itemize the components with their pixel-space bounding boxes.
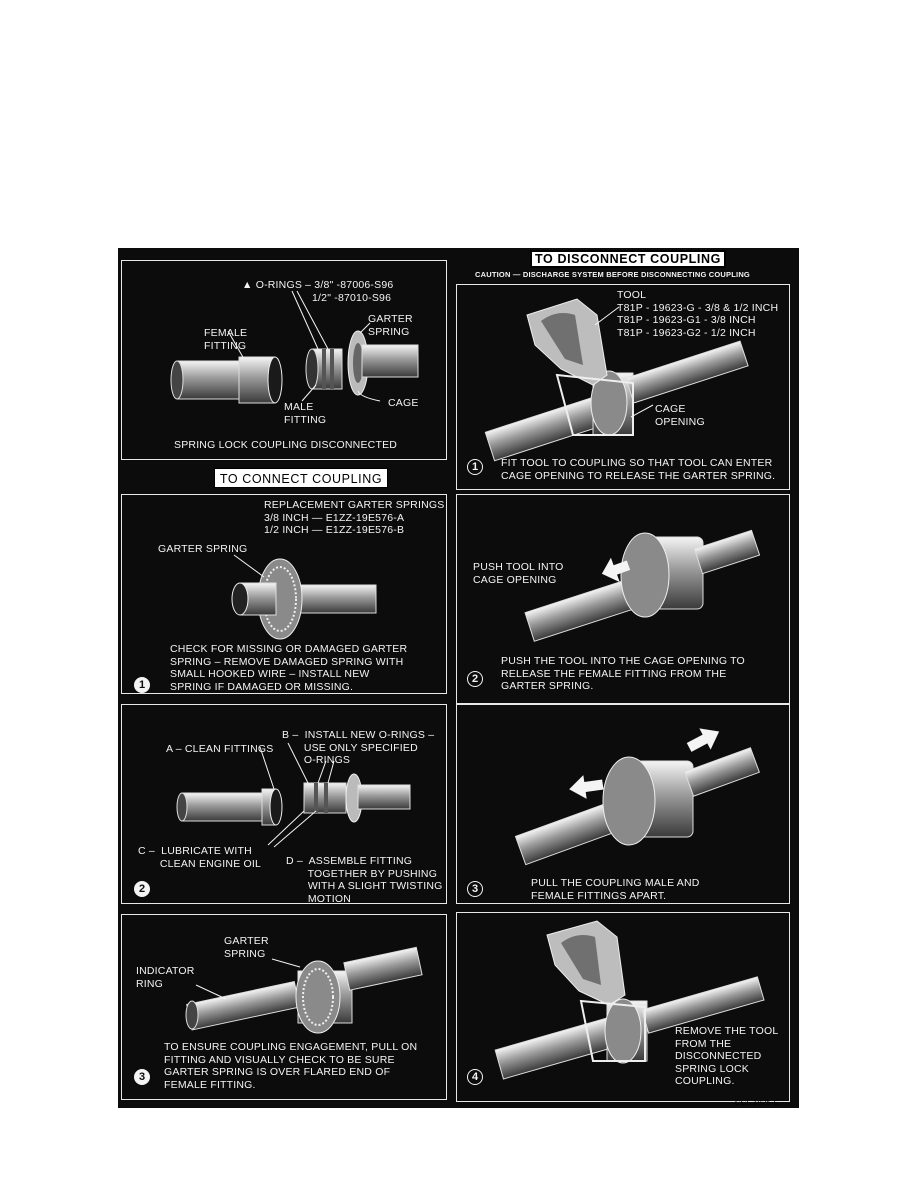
replacement-garter-springs-label: REPLACEMENT GARTER SPRINGS 3/8 INCH — E1ZZ-19E576-A 1/2 INCH — E1ZZ-19E576-B (264, 499, 445, 536)
step-number-badge: 3 (467, 881, 483, 897)
step-number-badge: 4 (467, 1069, 483, 1085)
panel-disconnect-step-4 (456, 912, 790, 1102)
disconnect-step-3-caption: PULL THE COUPLING MALE AND FEMALE FITTINGS APART. (531, 877, 700, 902)
pull-apart-illustration (457, 705, 790, 904)
panel-disconnect-step-3 (456, 704, 790, 904)
install-o-rings-label: B – INSTALL NEW O-RINGS – USE ONLY SPECIFIED O-RINGS (282, 729, 435, 766)
panel-connect-step-2 (121, 704, 447, 904)
step-number-badge: 2 (467, 671, 483, 687)
connect-step-3-caption: TO ENSURE COUPLING ENGAGEMENT, PULL ON FITTING AND VISUALLY CHECK TO BE SURE GARTER SPRING IS OVER FLARED END OF FEMALE FITTING. (164, 1041, 418, 1091)
cage-label: CAGE (388, 397, 419, 409)
garter-spring-label: GARTER SPRING (224, 935, 269, 960)
clean-fittings-label: A – CLEAN FITTINGS (166, 743, 274, 755)
step-number-badge: 1 (134, 677, 150, 693)
female-fitting-label: FEMALE FITTING (204, 327, 248, 352)
step-number-badge: 2 (134, 881, 150, 897)
disconnect-coupling-heading: TO DISCONNECT COUPLING (530, 250, 726, 268)
panel-connect-step-3 (121, 914, 447, 1100)
push-tool-label: PUSH TOOL INTO CAGE OPENING (473, 561, 564, 586)
assemble-fitting-label: D – ASSEMBLE FITTING TOGETHER BY PUSHING WITH A SLIGHT TWISTING MOTION (286, 855, 443, 904)
lubricate-label: C – LUBRICATE WITH CLEAN ENGINE OIL (138, 845, 262, 870)
indicator-ring-label: INDICATOR RING (136, 965, 195, 990)
connect-step-1-caption: CHECK FOR MISSING OR DAMAGED GARTER SPRING – REMOVE DAMAGED SPRING WITH SMALL HOOKED WIRE – INSTALL NEW SPRING IF DAMAGED OR MISSING. (170, 643, 408, 693)
disconnect-step-2-caption: PUSH THE TOOL INTO THE CAGE OPENING TO RELEASE THE FEMALE FITTING FROM THE GARTER SPRING. (501, 655, 745, 692)
garter-spring-label: GARTER SPRING (368, 313, 413, 338)
o-rings-label: ▲ O-RINGS – 3/8" -87006-S96 (242, 279, 394, 291)
panel-connect-step-1 (121, 494, 447, 694)
disconnect-step-1-caption: FIT TOOL TO COUPLING SO THAT TOOL CAN ENTER CAGE OPENING TO RELEASE THE GARTER SPRING. (501, 457, 776, 482)
step-number-badge: 1 (467, 459, 483, 475)
connect-coupling-heading: TO CONNECT COUPLING (214, 468, 388, 488)
panel-disconnect-step-1 (456, 284, 790, 490)
caution-note: CAUTION — DISCHARGE SYSTEM BEFORE DISCONNECTING COUPLING (475, 270, 750, 279)
o-rings-half-inch-label: 1/2" -87010-S96 (312, 292, 392, 304)
garter-spring-label: GARTER SPRING (158, 543, 248, 555)
panel-disconnect-step-2 (456, 494, 790, 704)
disconnect-step-4-caption: REMOVE THE TOOL FROM THE DISCONNECTED SPRING LOCK COUPLING. (675, 1025, 779, 1087)
step-number-badge: 3 (134, 1069, 150, 1085)
male-fitting-label: MALE FITTING (284, 401, 327, 426)
disconnected-caption: SPRING LOCK COUPLING DISCONNECTED (174, 439, 398, 451)
cage-opening-label: CAGE OPENING (655, 403, 705, 428)
panel-coupling-disconnected (121, 260, 447, 460)
tool-part-numbers-label: TOOL T81P - 19623-G - 3/8 & 1/2 INCH T81P - 19623-G1 - 3/8 INCH T81P - 19623-G2 - 1/2 INCH (617, 289, 779, 339)
procedure-sheet (118, 248, 799, 1108)
figure-code: CCL 1925-E (735, 1098, 779, 1107)
